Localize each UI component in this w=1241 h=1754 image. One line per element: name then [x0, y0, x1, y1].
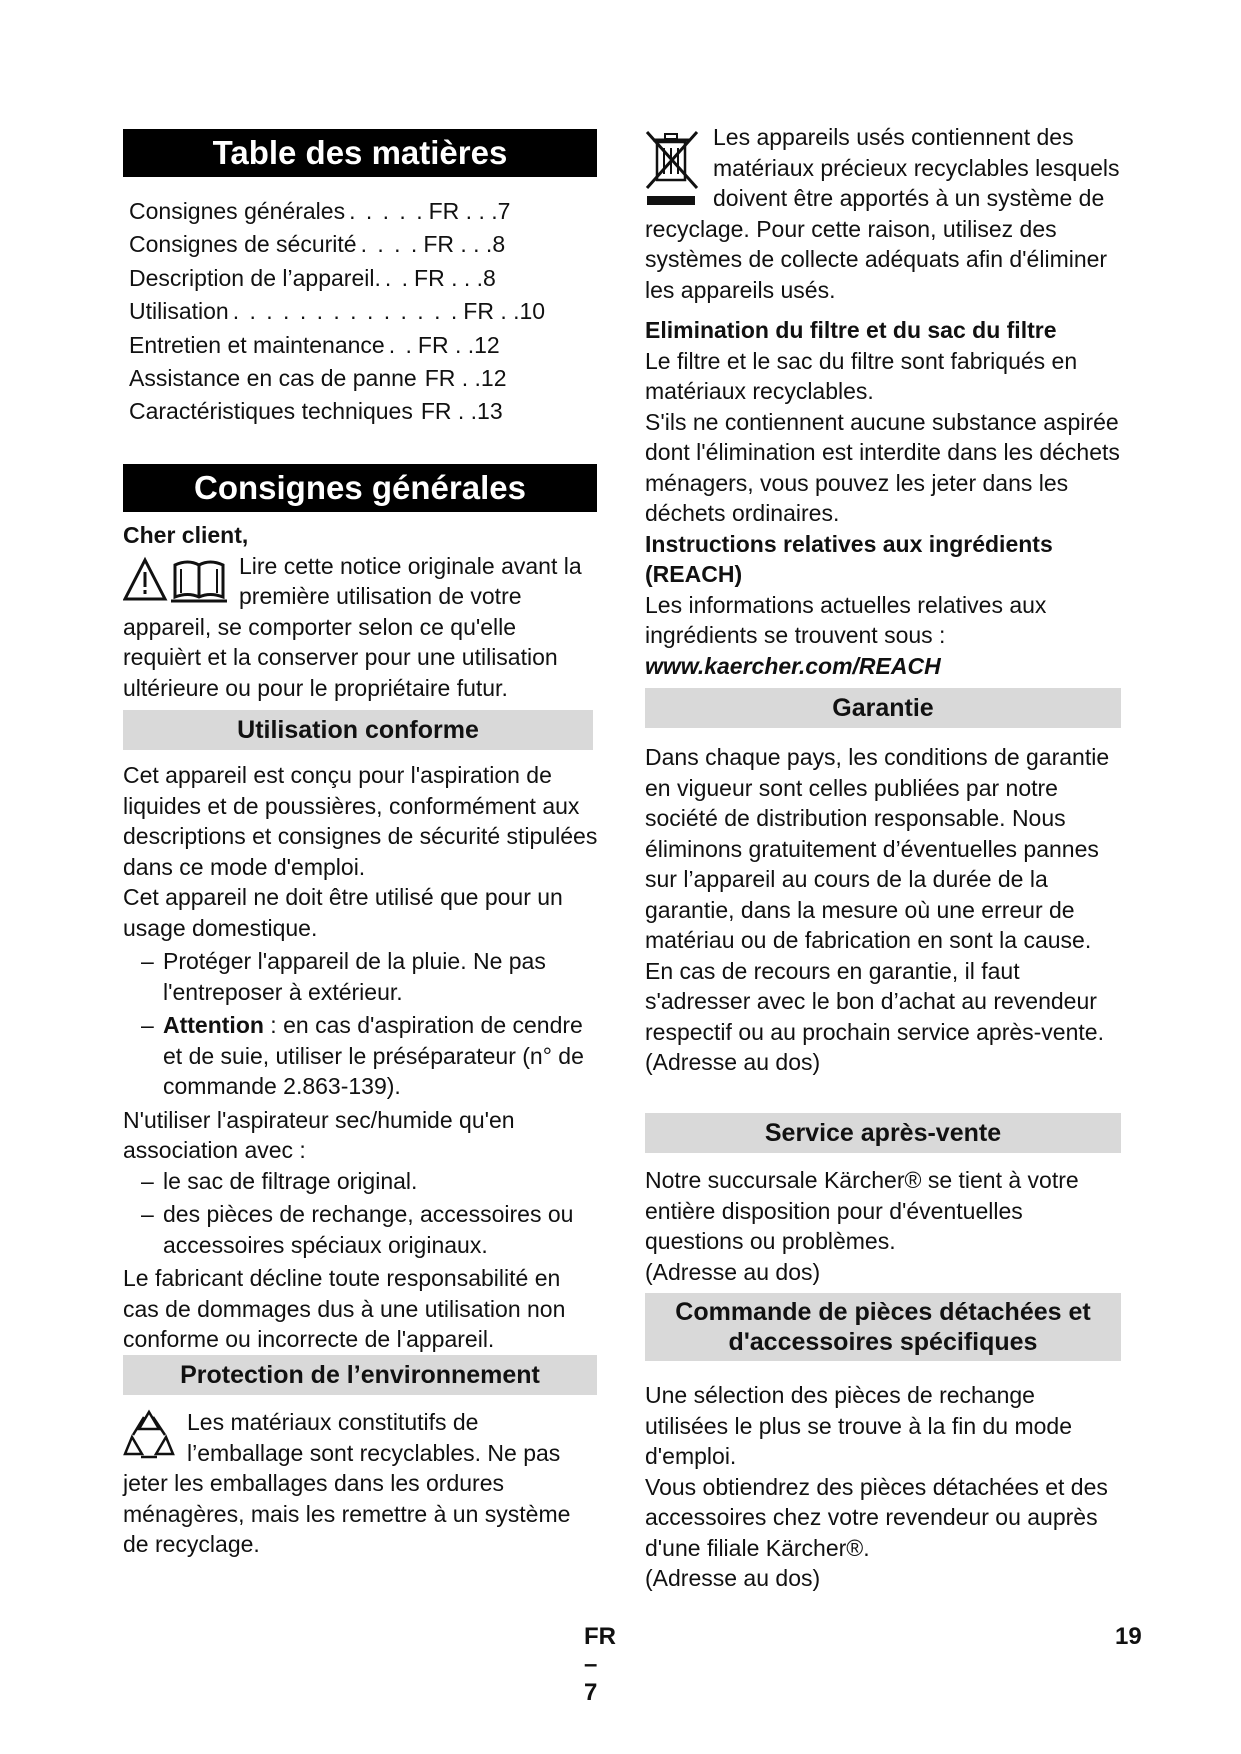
section-title-intended-use: Utilisation conforme [123, 710, 593, 750]
toc-item[interactable]: Entretien et maintenance . . FR . .12 [129, 331, 500, 358]
service-section [645, 1165, 1123, 1287]
parts-section [645, 1380, 1123, 1594]
toc-list [123, 195, 606, 429]
toc-title: Table des matières [123, 129, 597, 177]
toc-item[interactable]: Utilisation . . . . . . . . . . . . . . FR . .10 [129, 298, 546, 325]
intro-block [123, 551, 600, 704]
intro-text: Lire cette notice originale avant la première utilisation de votre appareil, se comporter selon ce qu'elle requièrt et la conserver pour une utilisation ultérieure ou pour le propriétaire futur. [123, 552, 582, 701]
section-title-parts: Commande de pièces détachées et d'accessoires spécifiques [645, 1293, 1121, 1361]
reach-link[interactable]: www.kaercher.com/REACH [645, 652, 941, 679]
intended-use-p4: Le fabricant décline toute responsabilité en cas de dommages dus à une utilisation non conforme ou incorrecte de l'appareil. [123, 1265, 566, 1352]
intended-use-p2: Cet appareil ne doit être utilisé que pour un usage domestique. [123, 884, 563, 941]
toc-item[interactable]: Description de l’appareil. . . FR . . .8 [129, 264, 496, 291]
section-title-service: Service après-vente [645, 1113, 1121, 1153]
list-item: – Attention : en cas d'aspiration de cendre et de suie, utiliser le préséparateur (n° de commande 2.863-139). [141, 1012, 584, 1099]
filter-section [645, 315, 1123, 681]
list-item: – des pièces de rechange, accessoires ou accessoires spéciaux originaux. [141, 1201, 574, 1258]
filter-p2: S'ils ne contiennent aucune substance aspirée dont l'élimination est interdite dans les déchets ménagers, vous pouvez les jeter dans les déchets ordinaires. [645, 408, 1120, 526]
list-item: – Protéger l'appareil de la pluie. Ne pas l'entreposer à extérieur. [141, 948, 546, 1005]
intended-use-p3: N'utiliser l'aspirateur sec/humide qu'en association avec : [123, 1106, 515, 1163]
filter-p1: Le filtre et le sac du filtre sont fabriqués en matériaux recyclables. [645, 347, 1078, 404]
parts-p1: Une sélection des pièces de rechange utilisées le plus se trouve à la fin du mode d'emploi. [645, 1382, 1073, 1469]
toc-item[interactable]: Caractéristiques techniques FR . .13 [129, 398, 503, 425]
section-title-general: Consignes générales [123, 464, 597, 512]
intended-use-section [123, 760, 600, 1355]
footer-label: FR – 7 [584, 1623, 616, 1706]
warranty-address: (Adresse au dos) [645, 1049, 821, 1075]
parts-p2: Vous obtiendrez des pièces détachées et des accessoires chez votre revendeur ou auprès d'une filiale Kärcher®. [645, 1473, 1108, 1561]
environment-p1: Les matériaux constitutifs de l’emballage sont recyclables. Ne pas jeter les emballages dans les ordures ménagères, mais les remettre à un système de recyclage. [123, 1409, 571, 1557]
warranty-p1: Dans chaque pays, les conditions de garantie en vigueur sont celles publiées par notre société de distribution responsable. Nous éliminons gratuitement d’éventuelles pannes sur l’appareil au cours de la durée de la garantie, dans la mesure où une erreur de matériau ou de fabrication en sont la cause. En cas de recours en garantie, il faut s'adresser avec le bon d’achat au revendeur respectif ou au prochain service après-vente. [645, 744, 1110, 1045]
weee-block [645, 122, 1123, 305]
reach-text: Les informations actuelles relatives aux ingrédients se trouvent sous : [645, 591, 1047, 648]
crossed-bin-icon [645, 128, 699, 213]
list-item: – le sac de filtrage original. [141, 1167, 418, 1194]
toc-item[interactable]: Assistance en cas de panne FR . .12 [129, 365, 507, 392]
section-title-warranty: Garantie [645, 688, 1121, 728]
environment-section [123, 1407, 600, 1560]
reach-heading: Instructions relatives aux ingrédients (REACH) [645, 530, 1053, 587]
intended-use-p1: Cet appareil est conçu pour l'aspiration de liquides et de poussières, conformément aux descriptions et consignes de sécurité stipulées dans ce mode d'emploi. [123, 762, 598, 880]
service-address: (Adresse au dos) [645, 1258, 821, 1285]
filter-heading: Elimination du filtre et du sac du filtre [645, 317, 1057, 343]
greeting: Cher client, [123, 522, 249, 548]
parts-address: (Adresse au dos) [645, 1565, 821, 1591]
general-section [123, 520, 600, 703]
warning-manual-icon [123, 555, 229, 610]
warranty-section [645, 742, 1123, 1078]
page-number: 19 [1115, 1623, 1142, 1650]
toc-item[interactable]: Consignes de sécurité . . . . FR . . .8 [129, 231, 506, 258]
recycling-icon [123, 1409, 175, 1466]
weee-text: Les appareils usés contiennent des matériaux précieux recyclables lesquels doivent être apportés à un système de recyclage. Pour cette raison, utilisez des systèmes de collecte adéquats afin d'éliminer les appareils usés. [645, 124, 1120, 303]
toc-item[interactable]: Consignes générales . . . . . FR . . .7 [129, 198, 511, 224]
service-p1: Notre succursale Kärcher® se tient à votre entière disposition pour d'éventuelles questions ou problèmes. [645, 1167, 1079, 1254]
section-title-environment: Protection de l’environnement [123, 1355, 597, 1395]
